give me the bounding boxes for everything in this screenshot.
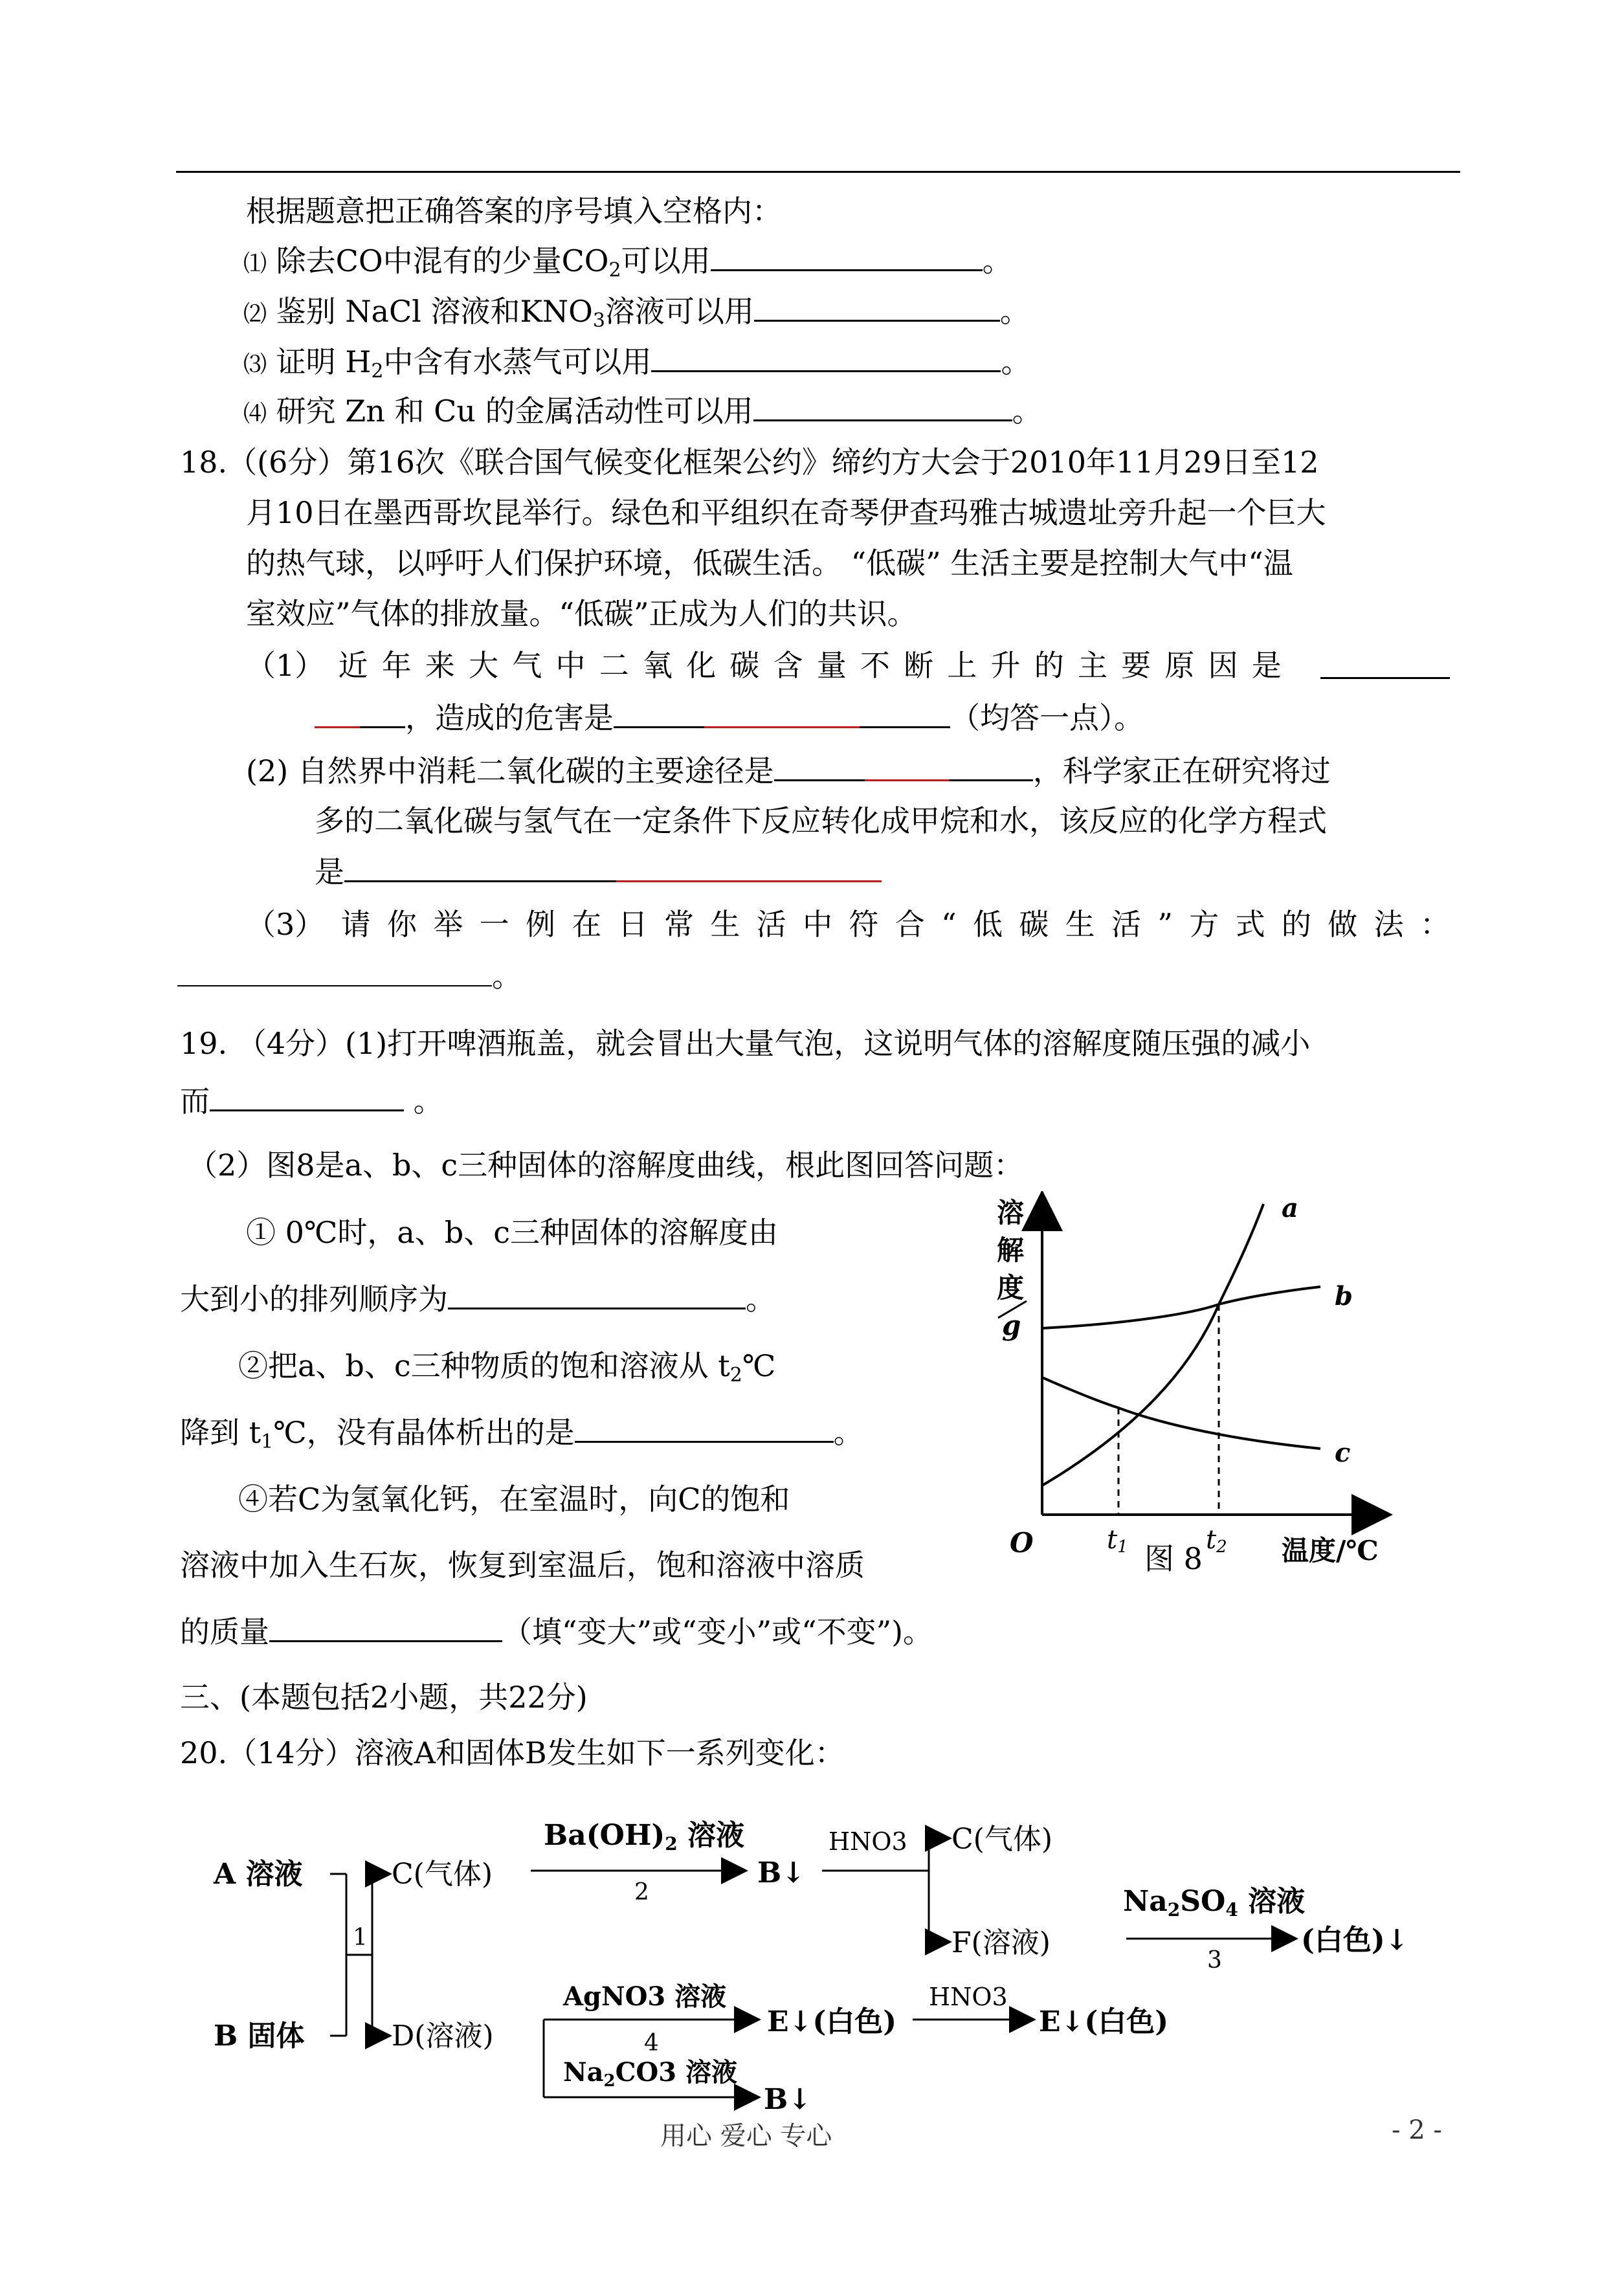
- q18-line-3: 的热气球，以呼吁人们保护环境，低碳生活。 “低碳” 生活主要是控制大气中“温: [246, 546, 1293, 581]
- q17-item-2: ⑵ 鉴别 NaCl 溶液和$KNO_3$溶液可以用 。: [243, 291, 1030, 340]
- section-3-heading: 三、(本题包括2小题，共22分): [180, 1680, 588, 1715]
- q18-part3-line-2: 。: [177, 957, 522, 996]
- node-a-solution: A 溶液: [214, 1858, 303, 1891]
- q19-sub1-line-1: ① 0℃时，a、b、c三种固体的溶解度由: [246, 1215, 778, 1250]
- t1-label: t1: [1107, 1525, 1128, 1557]
- q17-item-1: ⑴ 除去CO中混有的少量$CO_2$可以用 。: [243, 241, 1012, 290]
- curve-b-label: b: [1335, 1281, 1353, 1311]
- step-2-label: 2: [634, 1879, 649, 1906]
- node-e-white: E↓(白色): [767, 2005, 897, 2038]
- step-4-label: 4: [644, 2030, 659, 2056]
- y-label-char: 解: [997, 1234, 1025, 1266]
- answer-blank[interactable]: [614, 698, 704, 728]
- origin-label: O: [1010, 1527, 1034, 1559]
- reagent-baoh2: Ba(OH)2 溶液: [544, 1819, 745, 1854]
- q19-line-2: 而 。: [180, 1081, 443, 1120]
- answer-blank[interactable]: [344, 852, 616, 882]
- x-label: 温度/℃: [1282, 1535, 1379, 1566]
- page-number: - 2 -: [1392, 2115, 1442, 2145]
- answer-blank[interactable]: [616, 852, 882, 882]
- q19-sub3-line-3: 的质量 （填“变大”或“变小”或“不变”)。: [180, 1612, 933, 1651]
- q19-sub1-line-2: 大到小的排列顺序为 。: [180, 1279, 775, 1319]
- intro-text: 根据题意把正确答案的序号填入空格内：: [246, 194, 782, 228]
- q18-part1-line-2: ，造成的危害是 （均答一点）。: [315, 698, 1144, 737]
- q19-sub2-line-2: 降到 $t_1℃$，没有晶体析出的是 。: [180, 1412, 863, 1462]
- q18-line-2: 月10日在墨西哥坎昆举行。绿色和平组织在奇琴伊查玛雅古城遗址旁升起一个巨大: [246, 495, 1326, 530]
- curve-a-label: a: [1282, 1193, 1298, 1223]
- answer-blank[interactable]: [210, 1081, 404, 1111]
- answer-blank[interactable]: [860, 698, 950, 728]
- curve-c: [1042, 1377, 1320, 1449]
- answer-blank[interactable]: [753, 391, 1012, 421]
- reagent-na2co3: $Na_2CO3$ 溶液: [563, 2057, 738, 2091]
- q20-line: 20.（14分）溶液A和固体B发生如下一系列变化：: [180, 1735, 845, 1770]
- answer-blank[interactable]: [704, 698, 860, 728]
- figure-caption: 图 8: [1144, 1541, 1203, 1576]
- q18-part1-line: （1） 近 年 来 大 气 中 二 氧 化 碳 含 量 不 断 上 升 的 主 要 原 因 是: [246, 648, 1282, 683]
- answer-blank[interactable]: [575, 1412, 834, 1443]
- q18-line-4: 室效应”气体的排放量。“低碳”正成为人们的共识。: [246, 596, 917, 631]
- answer-blank[interactable]: [448, 1279, 746, 1309]
- q19-sub3-line-2: 溶液中加入生石灰，恢复到室温后，饱和溶液中溶质: [180, 1548, 865, 1583]
- node-d-solution: D(溶液): [392, 2020, 494, 2053]
- reagent-na2so4: Na2SO4 溶液: [1123, 1885, 1306, 1921]
- answer-blank[interactable]: [177, 957, 492, 986]
- answer-blank[interactable]: [865, 751, 949, 781]
- q17-item-4: ⑷ 研究 Zn 和 Cu 的金属活动性可以用 。: [243, 391, 1042, 434]
- q18-part3-line: （3） 请 你 举 一 例 在 日 常 生 活 中 符 合 “ 低 碳 生 活 ” 方 式 的 做 法 ：: [246, 907, 1450, 942]
- node-c-gas: C(气体): [392, 1858, 493, 1891]
- header-rule: [176, 171, 1460, 173]
- answer-blank[interactable]: [949, 751, 1033, 781]
- node-e-white-2: E↓(白色): [1039, 2005, 1169, 2038]
- y-label-char: 度: [997, 1272, 1025, 1304]
- y-label-char: 溶: [997, 1197, 1025, 1229]
- q19-line-1: 19. （4分）(1)打开啤酒瓶盖，就会冒出大量气泡，这说明气体的溶解度随压强的减小: [180, 1026, 1311, 1061]
- answer-blank[interactable]: [711, 241, 983, 271]
- step-3-label: 3: [1207, 1947, 1222, 1974]
- answer-blank[interactable]: [269, 1612, 502, 1642]
- q19-sub2-line-1: ②把a、b、c三种物质的饱和溶液从 $t_2℃$: [238, 1348, 776, 1386]
- q18-part2-line-3: 是: [315, 852, 882, 891]
- reagent-hno3-2: HNO3: [929, 1983, 1008, 2011]
- node-b-precipitate-2: B↓: [764, 2083, 812, 2116]
- answer-blank[interactable]: [1320, 649, 1450, 679]
- q18-part2-line-2: 多的二氧化碳与氢气在一定条件下反应转化成甲烷和水，该反应的化学方程式: [315, 803, 1327, 838]
- q18-part2-line-1: (2) 自然界中消耗二氧化碳的主要途径是 ，科学家正在研究将过: [246, 751, 1331, 790]
- solubility-chart: [945, 1191, 1437, 1592]
- node-b-precipitate: B↓: [757, 1856, 806, 1889]
- answer-blank[interactable]: [754, 291, 1000, 322]
- answer-blank[interactable]: [774, 751, 865, 781]
- node-white-precipitate: (白色)↓: [1301, 1924, 1409, 1957]
- answer-blank[interactable]: [315, 698, 360, 728]
- reagent-agno3: AgNO3 溶液: [563, 1981, 727, 2012]
- y-unit: g: [1002, 1309, 1021, 1341]
- node-f-solution: F(溶液): [951, 1926, 1051, 1959]
- reaction-flow-diagram: [194, 1806, 1443, 2117]
- footer-motto: 用心 爱心 专心: [660, 2121, 832, 2151]
- step-1-label: 1: [353, 1924, 368, 1951]
- reagent-hno3-1: HNO3: [829, 1827, 907, 1856]
- q18-line-1: 18.（(6分）第16次《联合国气候变化框架公约》缔约方大会于2010年11月29日至12: [180, 445, 1319, 480]
- curve-b: [1042, 1287, 1320, 1328]
- t2-label: t2: [1206, 1525, 1227, 1557]
- q19-sub3-line-1: ④若C为氢氧化钙，在室温时，向C的饱和: [238, 1482, 790, 1517]
- q17-item-3: ⑶ 证明 $H_2$中含有水蒸气可以用 。: [243, 342, 1030, 391]
- node-b-solid: B 固体: [214, 2020, 305, 2053]
- q19-line-3: （2）图8是a、b、c三种固体的溶解度曲线，根此图回答问题：: [188, 1148, 1024, 1183]
- answer-blank[interactable]: [651, 342, 1001, 372]
- answer-blank[interactable]: [360, 698, 405, 728]
- node-c-gas-2: C(气体): [951, 1823, 1052, 1856]
- curve-a: [1042, 1204, 1263, 1486]
- curve-c-label: c: [1335, 1438, 1351, 1468]
